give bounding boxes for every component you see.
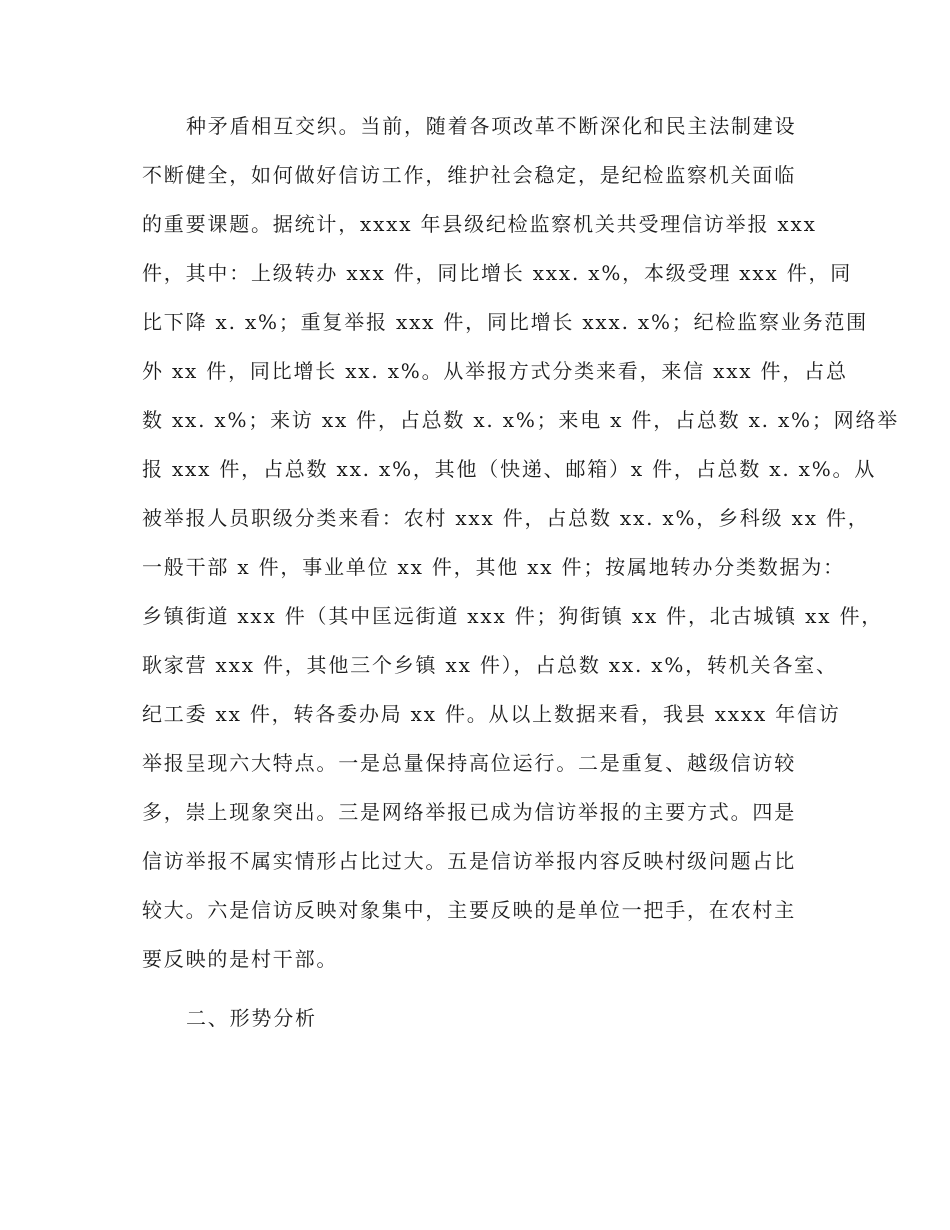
paragraph-line: 种矛盾相互交织。当前，随着各项改革不断深化和民主法制建设 (186, 114, 797, 138)
paragraph-line: 较大。六是信访反映对象集中，主要反映的是单位一把手，在农村主 (142, 898, 796, 922)
paragraph-line: 耿家营 xxx 件，其他三个乡镇 xx 件），占总数 xx. x%，转机关各室、 (142, 653, 838, 677)
paragraph-line: 举报呈现六大特点。一是总量保持高位运行。二是重复、越级信访较 (142, 751, 796, 775)
section-heading: 二、形势分析 (186, 1006, 317, 1030)
paragraph-line: 纪工委 xx 件，转各委办局 xx 件。从以上数据来看，我县 xxxx 年信访 (142, 702, 841, 726)
paragraph-line: 要反映的是村干部。 (142, 947, 339, 971)
paragraph-line: 乡镇街道 xxx 件（其中匡远街道 xxx 件；狗街镇 xx 件，北古城镇 xx 件， (142, 604, 884, 628)
paragraph-line: 比下降 x. x%；重复举报 xxx 件，同比增长 xxx. x%；纪检监察业务范围 (142, 310, 868, 334)
paragraph-line: 一般干部 x 件，事业单位 xx 件，其他 xx 件；按属地转办分类数据为： (142, 555, 845, 579)
paragraph-line: 不断健全，如何做好信访工作，维护社会稳定，是纪检监察机关面临 (142, 163, 796, 187)
paragraph-line: 外 xx 件，同比增长 xx. x%。从举报方式分类来看，来信 xxx 件，占总 (142, 359, 848, 383)
paragraph-line: 多，崇上现象突出。三是网络举报已成为信访举报的主要方式。四是 (142, 800, 796, 824)
paragraph-line: 被举报人员职级分类来看：农村 xxx 件，占总数 xx. x%，乡科级 xx 件， (142, 506, 870, 530)
paragraph-line: 报 xxx 件，占总数 xx. x%，其他（快递、邮箱）x 件，占总数 x. x%。从 (142, 457, 877, 481)
paragraph-line: 信访举报不属实情形占比过大。五是信访举报内容反映村级问题占比 (142, 849, 796, 873)
paragraph-line: 数 xx. x%；来访 xx 件，占总数 x. x%；来电 x 件，占总数 x. x%；网络举 (142, 408, 900, 432)
paragraph-line: 的重要课题。据统计，xxxx 年县级纪检监察机关共受理信访举报 xxx (142, 212, 817, 236)
paragraph-line: 件，其中：上级转办 xxx 件，同比增长 xxx. x%，本级受理 xxx 件，同 (142, 261, 853, 285)
